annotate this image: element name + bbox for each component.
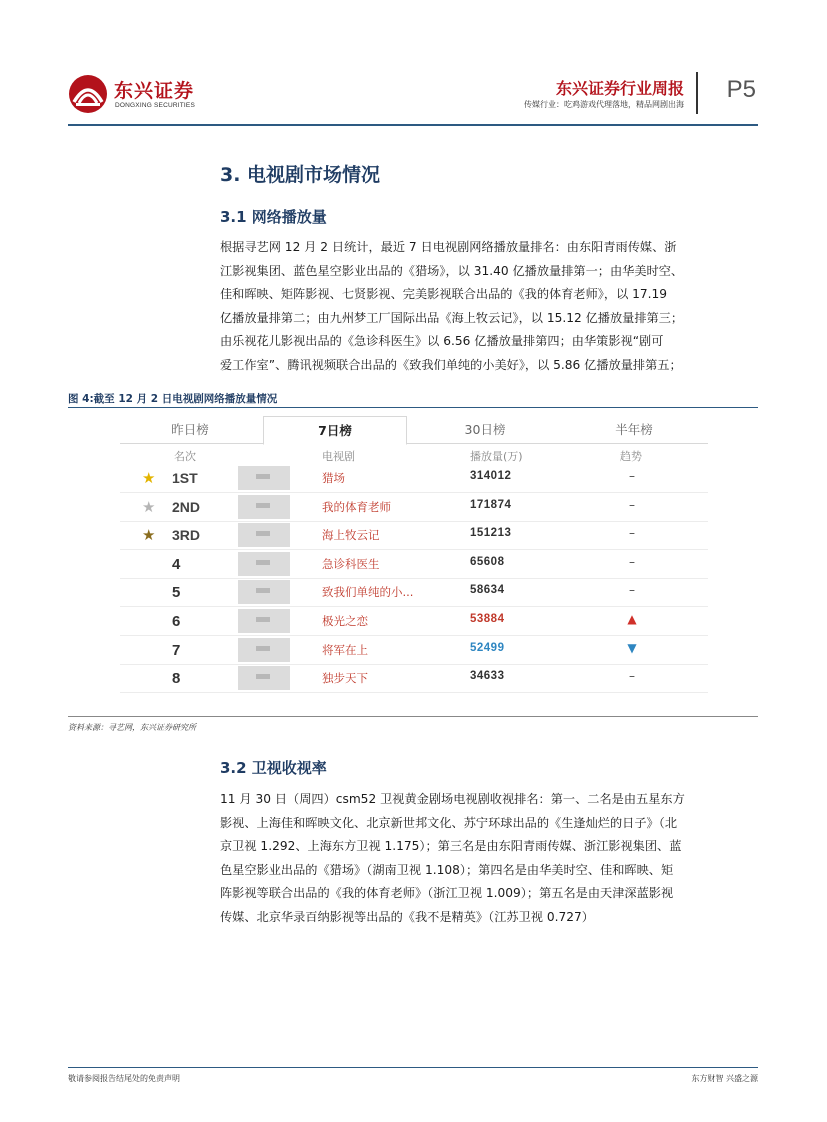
figure-rule-bottom	[68, 716, 758, 717]
trend-indicator-icon: ▲	[627, 612, 637, 626]
view-count: 151213	[470, 527, 512, 540]
paragraph-line: 传媒、北京华录百纳影视等出品的《我不是精英》（江苏卫视 0.727）	[220, 909, 594, 924]
rank-label: 3RD	[172, 527, 201, 544]
drama-title-link[interactable]: 急诊科医生	[322, 556, 380, 571]
image-placeholder-icon	[256, 646, 270, 651]
logo-chinese-name: 东兴证券	[114, 80, 195, 102]
image-placeholder-icon	[256, 474, 270, 479]
table-row[interactable]	[120, 550, 708, 579]
paragraph-line: 11 月 30 日（周四）csm52 卫视黄金剧场电视剧收视排名：第一、二名是由五星东方	[220, 792, 685, 806]
poster-thumbnail[interactable]	[238, 495, 290, 519]
image-placeholder-icon	[256, 560, 270, 565]
header-rule	[68, 124, 758, 126]
poster-thumbnail[interactable]	[238, 466, 290, 490]
drama-title-link[interactable]: 将军在上	[322, 642, 368, 657]
view-count: 171874	[470, 498, 512, 511]
view-count: 52499	[470, 641, 505, 654]
trend-indicator-icon: –	[629, 469, 635, 483]
ranking-tabs	[120, 416, 708, 444]
rank-label: 7	[172, 641, 181, 659]
trend-indicator-icon: –	[629, 554, 635, 569]
trend-indicator-icon: ▼	[627, 640, 637, 655]
dongxing-logo-icon	[68, 74, 108, 114]
rank-label: 8	[172, 670, 181, 688]
tab-yesterday[interactable]: 昨日榜	[171, 422, 209, 437]
paragraph-line: 根据寻艺网 12 月 2 日统计，最近 7 日电视剧网络播放量排名：由东阳青雨传媒、浙	[220, 240, 677, 254]
tab-30-day[interactable]: 30日榜	[464, 422, 506, 437]
rank-star-icon: ★	[142, 497, 156, 516]
rank-label: 1ST	[172, 470, 198, 486]
drama-title-link[interactable]: 猎场	[322, 471, 345, 485]
rank-label: 2ND	[172, 498, 201, 515]
table-row[interactable]	[120, 607, 708, 636]
column-header-views: 播放量(万)	[470, 450, 523, 463]
rank-label: 5	[172, 584, 181, 602]
page-number: P5	[726, 76, 756, 103]
drama-title-link[interactable]: 我的体育老师	[322, 499, 391, 514]
poster-thumbnail[interactable]	[238, 638, 290, 662]
figure-caption: 图 4:截至 12 月 2 日电视剧网络播放量情况	[68, 393, 278, 405]
column-header-rank: 名次	[174, 450, 196, 463]
image-placeholder-icon	[256, 588, 270, 593]
tab-half-year[interactable]: 半年榜	[615, 422, 653, 437]
view-count: 314012	[470, 470, 512, 482]
view-count: 34633	[470, 670, 505, 683]
trend-indicator-icon: –	[629, 669, 635, 684]
rank-star-icon: ★	[142, 526, 156, 545]
report-title: 东兴证券行业周报	[555, 79, 684, 98]
paragraph-line: 佳和晖映、矩阵影视、七贤影视、完美影视联合出品的《我的体育老师》，以 17.19	[220, 287, 668, 301]
drama-title-link[interactable]: 致我们单纯的小...	[322, 585, 414, 600]
tv-ranking-panel	[120, 414, 708, 694]
view-count: 53884	[470, 613, 505, 625]
paragraph-line: 亿播放量排第二；由九州梦工厂国际出品《海上牧云记》，以 15.12 亿播放量排第三；	[220, 310, 684, 325]
header-divider	[696, 72, 698, 114]
image-placeholder-icon	[256, 617, 270, 622]
drama-title-link[interactable]: 极光之恋	[322, 614, 368, 628]
trend-indicator-icon: –	[629, 526, 635, 541]
subsection-title-online-views: 3.1 网络播放量	[220, 208, 327, 226]
image-placeholder-icon	[256, 531, 270, 536]
table-row[interactable]	[120, 664, 708, 693]
rank-star-icon: ★	[142, 469, 156, 487]
logo-english-name: DONGXING SECURITIES	[115, 102, 196, 109]
trend-indicator-icon: –	[629, 583, 635, 598]
rank-label: 6	[172, 613, 181, 630]
poster-thumbnail[interactable]	[238, 580, 290, 604]
paragraph-line: 京卫视 1.292、上海东方卫视 1.175）；第三名是由东阳青雨传媒、浙江影视集团、蓝	[220, 839, 682, 853]
paragraph-line: 由乐视花儿影视出品的《急诊科医生》以 6.56 亿播放量排第四；由华策影视“剧可	[220, 334, 664, 348]
paragraph-line: 阵影视等联合出品的《我的体育老师》（浙江卫视 1.009）；第五名是由天津深蓝影视	[220, 886, 674, 900]
report-subtitle: 传媒行业：吃鸡游戏代理落地，精品网剧出海	[524, 100, 684, 109]
table-row[interactable]	[120, 578, 708, 607]
table-row[interactable]	[120, 636, 708, 665]
tab-7-day[interactable]: 7日榜	[263, 416, 407, 445]
figure-rule-top	[68, 407, 758, 408]
footer-rule	[68, 1067, 758, 1068]
column-header-trend: 趋势	[620, 450, 642, 463]
poster-thumbnail[interactable]	[238, 666, 290, 690]
drama-title-link[interactable]: 海上牧云记	[322, 528, 380, 543]
view-count: 65608	[470, 555, 505, 568]
paragraph-line: 色星空影业出品的《猎场》（湖南卫视 1.108）；第四名是由华美时空、佳和晖映、矩	[220, 862, 674, 877]
footer-disclaimer: 敬请参阅报告结尾处的免责声明	[68, 1074, 180, 1083]
image-placeholder-icon	[256, 503, 270, 508]
view-count: 58634	[470, 584, 505, 597]
table-row[interactable]	[120, 464, 708, 493]
page-header	[68, 70, 758, 126]
subsection-title-tv-ratings: 3.2 卫视收视率	[220, 759, 327, 777]
poster-thumbnail[interactable]	[238, 552, 290, 576]
image-placeholder-icon	[256, 674, 270, 679]
paragraph-tv-ratings	[220, 788, 760, 929]
table-row[interactable]	[120, 493, 708, 522]
paragraph-online-views	[220, 236, 760, 377]
rank-label: 4	[172, 555, 181, 573]
table-row[interactable]	[120, 521, 708, 550]
drama-title-link[interactable]: 独步天下	[322, 671, 368, 686]
trend-indicator-icon: –	[629, 497, 635, 512]
company-logo	[68, 72, 198, 116]
figure-source: 资料来源：寻艺网，东兴证券研究所	[68, 723, 196, 732]
poster-thumbnail[interactable]	[238, 609, 290, 633]
paragraph-line: 爱工作室”、腾讯视频联合出品的《致我们单纯的小美好》，以 5.86 亿播放量排第五；	[220, 357, 682, 372]
paragraph-line: 影视、上海佳和晖映文化、北京新世邦文化、苏宁环球出品的《生逢灿烂的日子》（北	[220, 815, 678, 830]
paragraph-line: 江影视集团、蓝色星空影业出品的《猎场》，以 31.40 亿播放量排第一；由华美时空、	[220, 263, 684, 278]
footer-slogan: 东方财智 兴盛之源	[691, 1074, 758, 1083]
poster-thumbnail[interactable]	[238, 523, 290, 547]
section-title: 3. 电视剧市场情况	[220, 164, 381, 186]
column-header-title: 电视剧	[322, 450, 355, 463]
